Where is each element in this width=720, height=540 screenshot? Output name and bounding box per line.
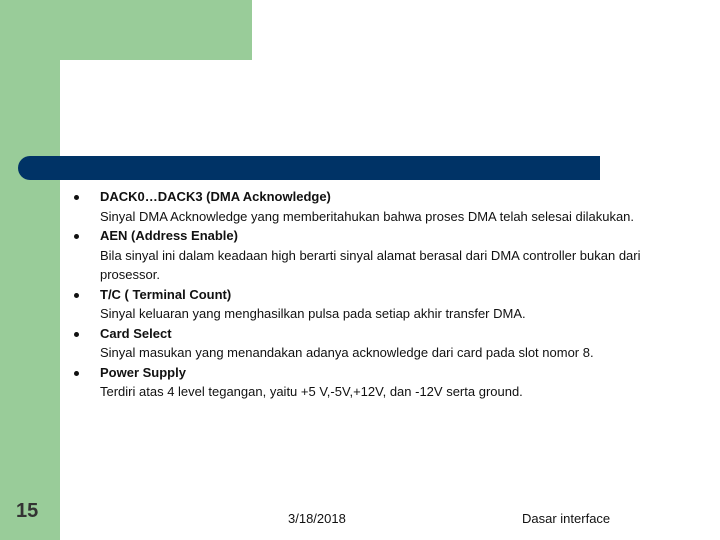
item-text: Sinyal DMA Acknowledge yang memberitahukan bahwa proses DMA telah selesai dilakukan. [100, 208, 635, 224]
item-heading: DACK0…DACK3 (DMA Acknowledge) [100, 189, 331, 204]
item-text: Sinyal masukan yang menandakan adanya acknowledge dari card pada slot nomor 8. [100, 345, 594, 360]
bullet-icon [74, 371, 79, 376]
title-bar [18, 156, 600, 180]
list-item [70, 324, 670, 363]
page-number: 15 [16, 500, 39, 522]
item-text: Sinyal keluaran yang menghasilkan pulsa pada setiap akhir transfer DMA. [100, 306, 526, 321]
bullet-icon [74, 195, 79, 200]
list-item [70, 226, 670, 285]
bullet-icon [74, 234, 79, 239]
list-item [70, 285, 670, 324]
item-heading: Card Select [100, 325, 172, 341]
item-heading: Power Supply [100, 364, 186, 380]
list-item [70, 363, 670, 402]
decorative-green-side [0, 0, 60, 540]
item-text: Bila sinyal ini dalam keadaan high berarti sinyal alamat berasal dari DMA controller bukan dari prosessor. [100, 247, 641, 282]
bullet-icon [74, 293, 79, 298]
item-heading: T/C ( Terminal Count) [100, 286, 232, 302]
decorative-rounded-corner [60, 60, 140, 140]
footer-title: Dasar interface [522, 511, 611, 526]
list-item [70, 187, 670, 226]
footer-date: 3/18/2018 [288, 511, 346, 526]
bullet-icon [74, 332, 79, 337]
slide-content [70, 187, 670, 402]
item-heading: AEN (Address Enable) [100, 228, 238, 243]
item-text: Terdiri atas 4 level tegangan, yaitu +5 V,-5V,+12V, dan -12V serta ground. [100, 384, 523, 399]
